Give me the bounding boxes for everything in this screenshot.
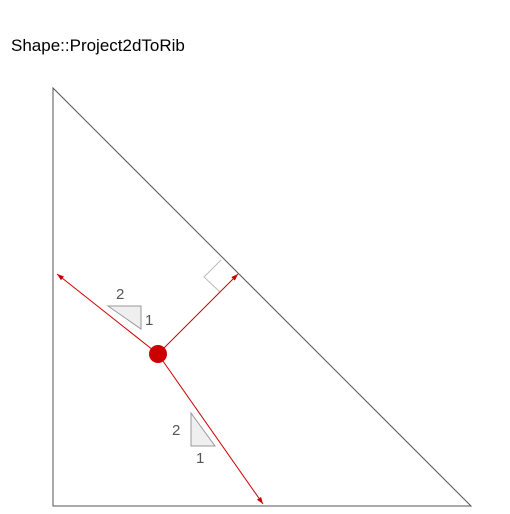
right-angle-marker	[204, 260, 221, 292]
query-point	[149, 345, 167, 363]
upper-slope-triangle	[108, 306, 141, 329]
perpendicular-vector	[158, 274, 238, 354]
diagram-title: Shape::Project2dToRib	[11, 36, 185, 55]
upper-slope-rise-label: 2	[116, 286, 125, 303]
lower-slope-rise-label: 2	[172, 422, 181, 439]
upper-slope-run-label: 1	[145, 312, 154, 329]
upper-left-vector	[57, 274, 158, 354]
lower-slope-run-label: 1	[196, 450, 205, 467]
